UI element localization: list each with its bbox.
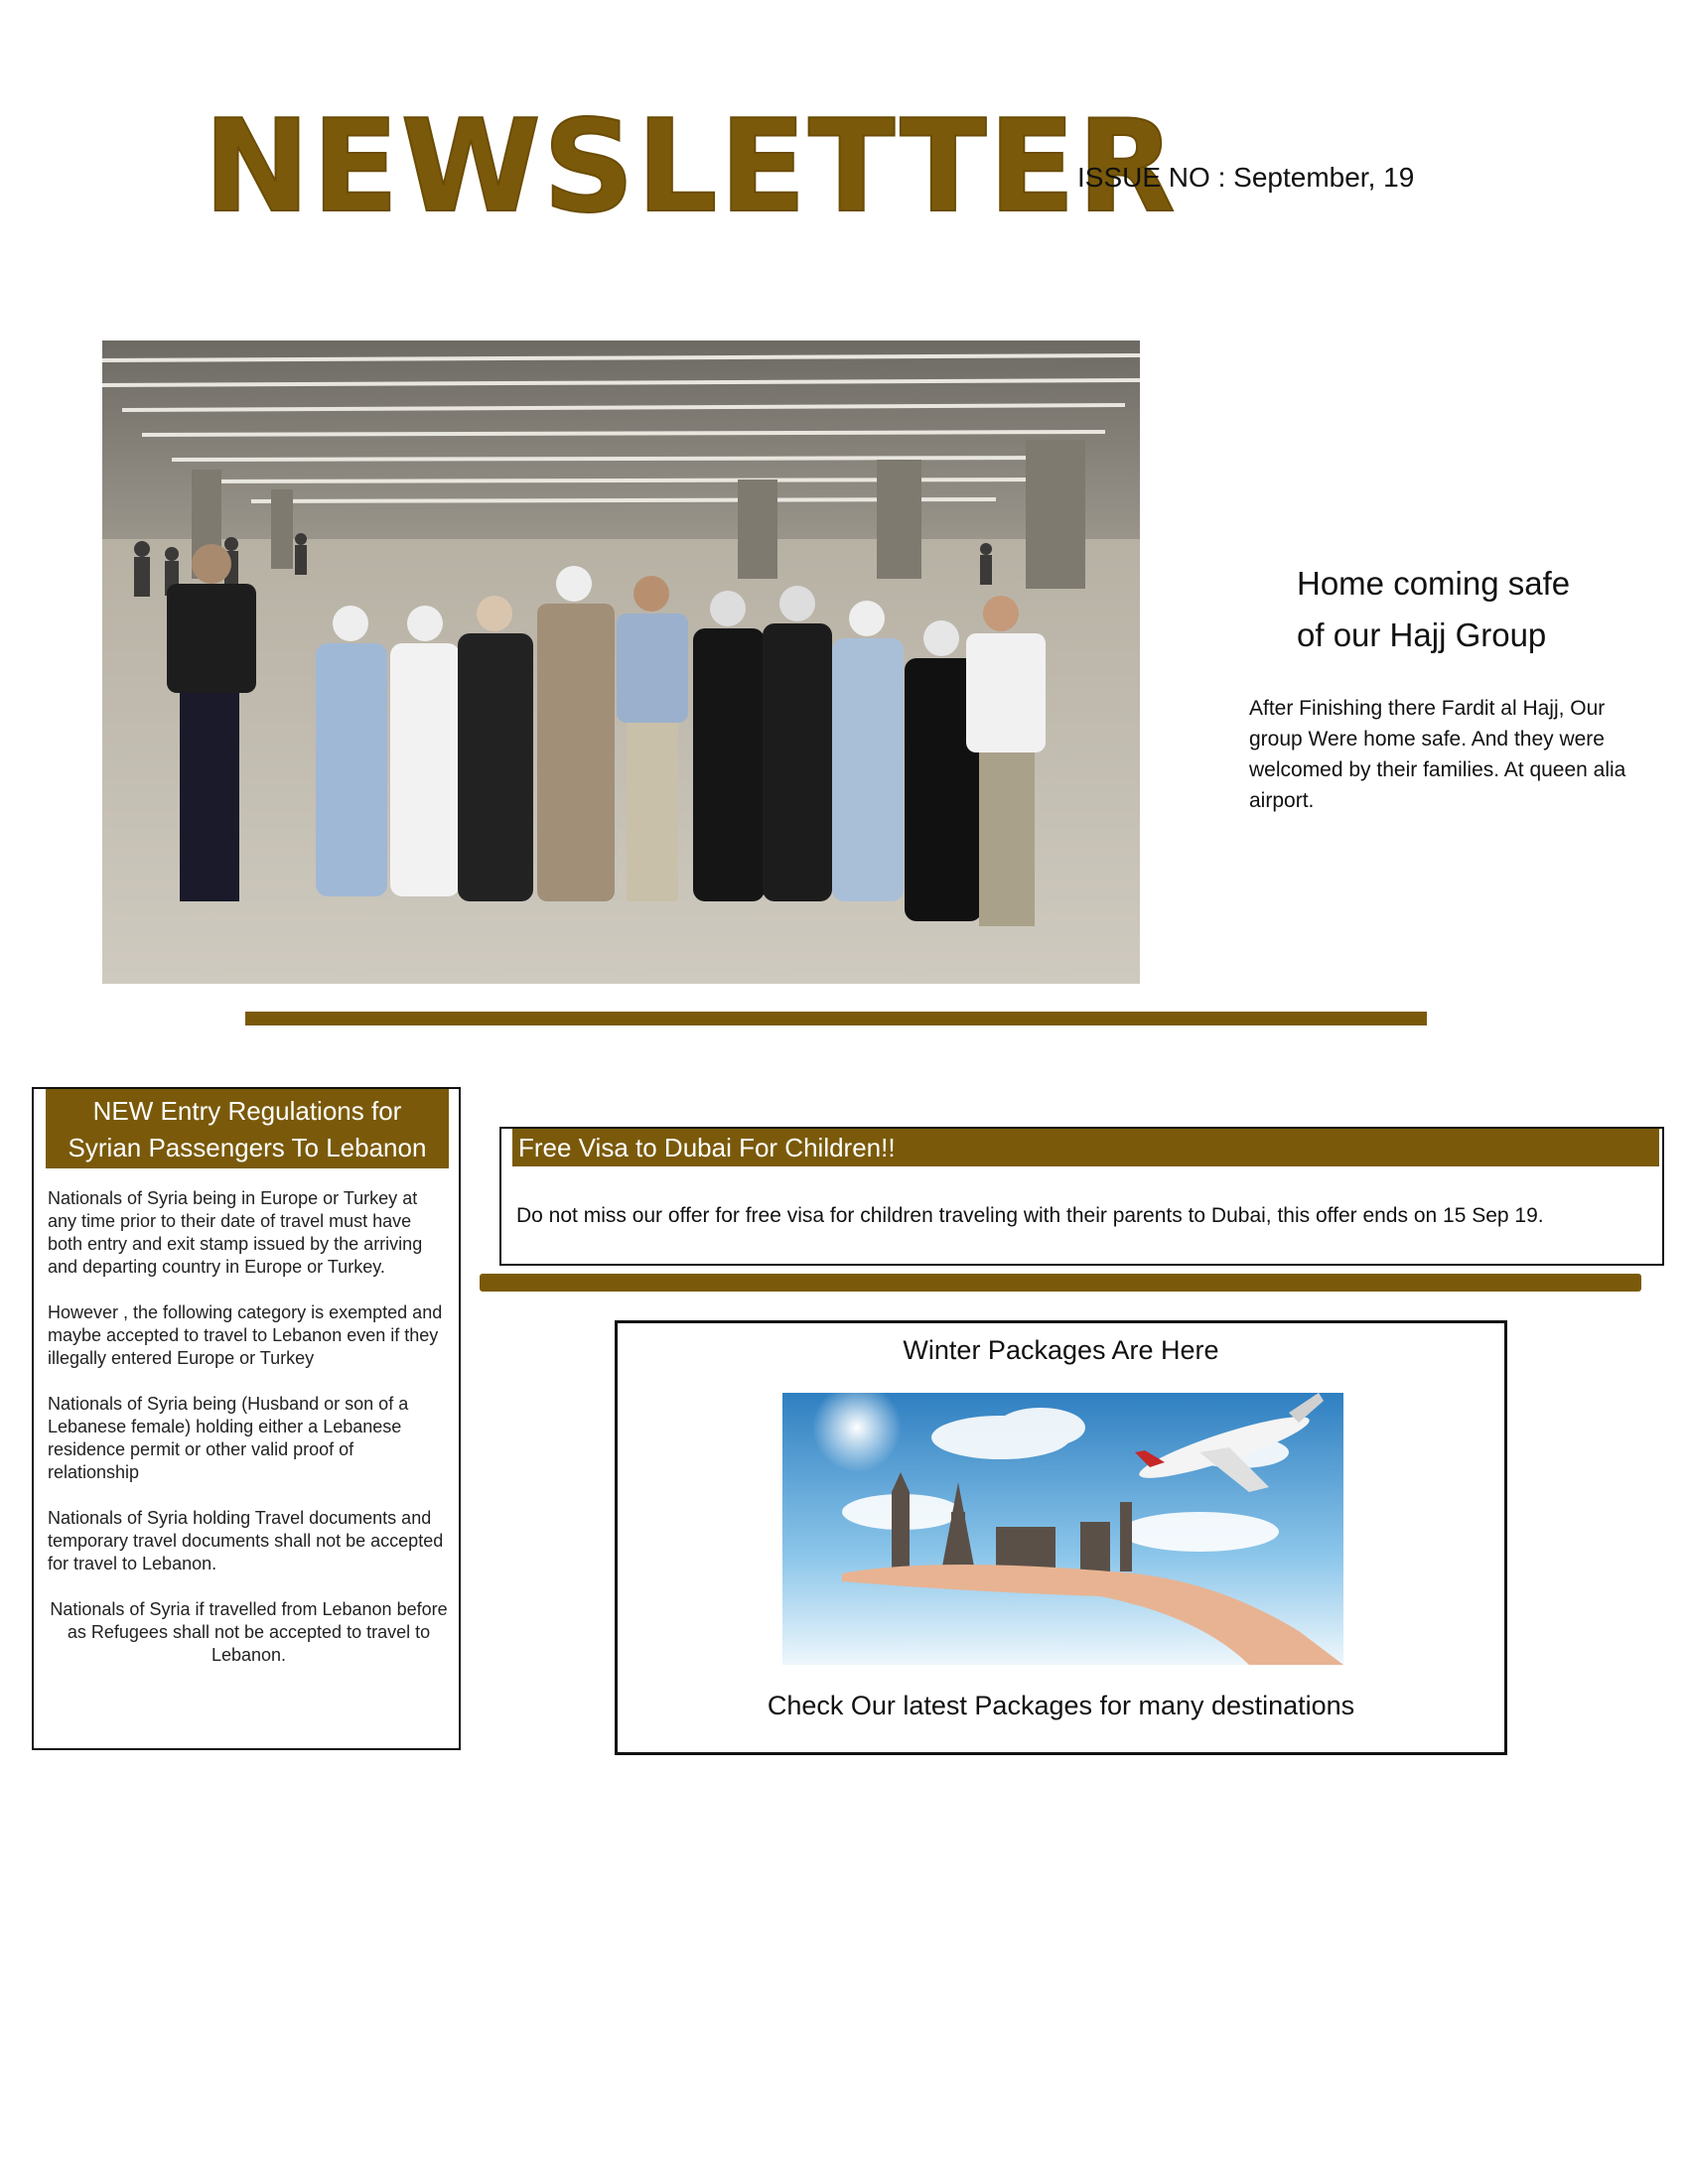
issue-number: ISSUE NO : September, 19	[1077, 162, 1415, 193]
winter-packages-box	[615, 1320, 1507, 1755]
visa-offer-heading: Free Visa to Dubai For Children!!	[512, 1129, 1659, 1166]
visa-offer-body: Do not miss our offer for free visa for children traveling with their parents to Dubai, this offer ends on 15 Sep 19.	[516, 1204, 1544, 1227]
regulation-paragraph: However , the following category is exempted and maybe accepted to travel to Lebanon even if they illegally entered Europe or Turkey	[48, 1302, 443, 1368]
regulations-heading-line2: Syrian Passengers To Lebanon	[68, 1133, 427, 1162]
regulation-paragraph: Nationals of Syria if travelled from Lebanon before as Refugees shall not be accepted to travel to Lebanon.	[50, 1599, 448, 1665]
feature-heading-line2: of our Hajj Group	[1297, 616, 1547, 653]
winter-packages-footer: Check Our latest Packages for many destinations	[767, 1691, 1355, 1720]
feature-heading-line1: Home coming safe	[1297, 565, 1571, 602]
regulation-paragraph: Nationals of Syria being (Husband or son of a Lebanese female) holding either a Lebanese residence permit or other valid proof of relationship	[48, 1394, 409, 1482]
regulation-paragraph: Nationals of Syria holding Travel documents and temporary travel documents shall not be accepted for travel to Lebanon.	[48, 1508, 444, 1573]
hajj-group-photo	[102, 341, 1140, 984]
regulations-body	[48, 1187, 450, 1690]
feature-body: After Finishing there Fardit al Hajj, Our group Were home safe. And they were welcomed by their families. At queen alia airport.	[1249, 697, 1626, 812]
feature-heading	[1297, 558, 1570, 661]
newsletter-title: NEWSLETTER	[204, 93, 1178, 241]
visa-offer-box	[499, 1127, 1664, 1266]
section-divider	[245, 1012, 1427, 1025]
regulations-heading-line1: NEW Entry Regulations for	[92, 1096, 402, 1126]
section-divider	[480, 1274, 1641, 1292]
travel-hand-airplane-image	[782, 1393, 1343, 1665]
regulations-heading	[46, 1089, 449, 1168]
winter-packages-heading: Winter Packages Are Here	[903, 1335, 1219, 1365]
regulations-box	[32, 1087, 461, 1750]
regulation-paragraph: Nationals of Syria being in Europe or Turkey at any time prior to their date of travel must have both entry and exit stamp issued by the arriving and departing country in Europe or Turkey.	[48, 1188, 423, 1277]
